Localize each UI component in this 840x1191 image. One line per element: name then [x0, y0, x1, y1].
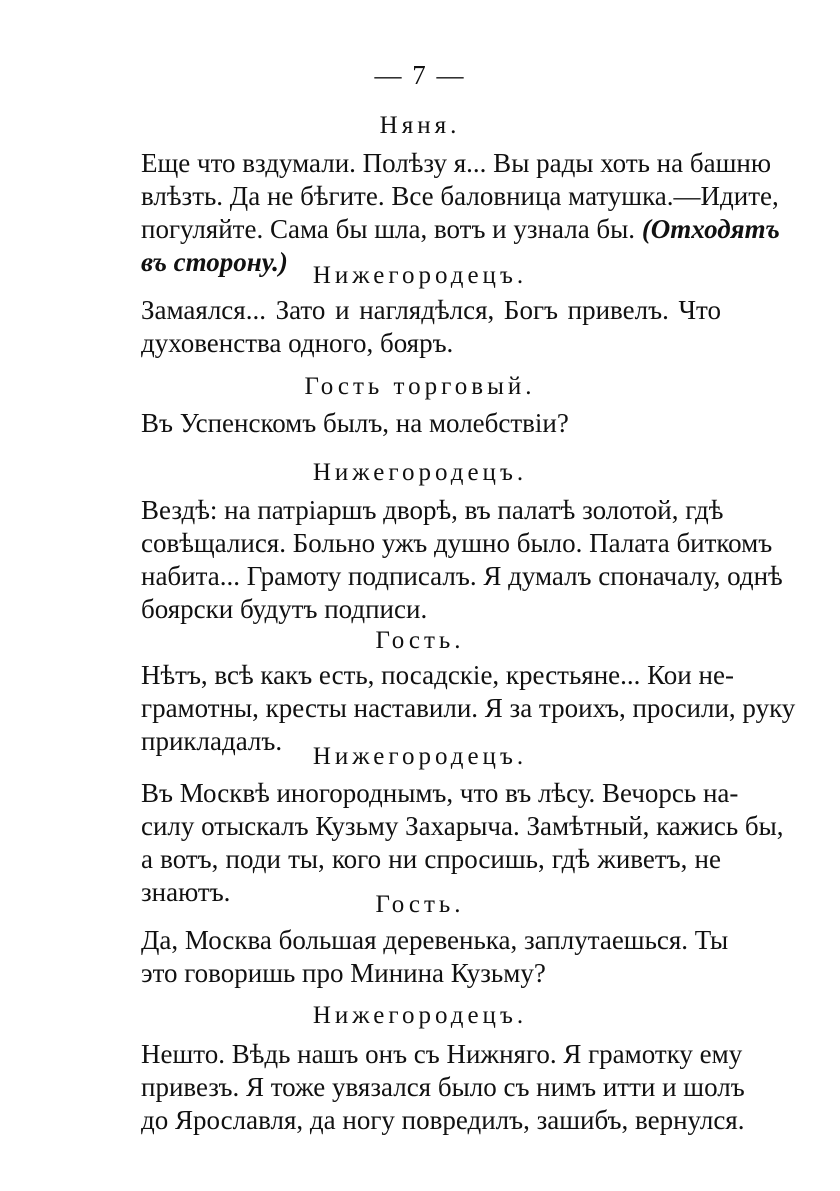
speaker-name: Нижегородецъ. — [312, 459, 528, 486]
text-line: Нѣтъ, всѣ какъ есть, посадскіе, крестьяне... Кои не- — [141, 660, 734, 690]
speaker-name: Нижегородецъ. — [312, 1002, 528, 1029]
text-line: боярски будутъ подписи. — [141, 594, 428, 624]
text-line: а вотъ, поди ты, кого ни спросишь, гдѣ живетъ, не — [141, 844, 721, 874]
text-line: набита... Грамоту подписалъ. Я думалъ споначалу, однѣ — [141, 561, 783, 591]
text-line: Вездѣ: на патріаршъ дворѣ, въ палатѣ золотой, гдѣ — [141, 495, 724, 525]
text-line — [141, 214, 780, 244]
text-line: совѣщалися. Больно ужъ душно было. Палата биткомъ — [141, 528, 773, 558]
speaker-name: Гость. — [375, 891, 465, 918]
text-line: это говоришь про Минина Кузьму? — [141, 958, 546, 988]
text-line: Въ Успенскомъ былъ, на молебствіи? — [141, 408, 569, 438]
text-line: грамотны, кресты наставили. Я за троихъ, просили, руку — [141, 693, 796, 723]
text-line: до Ярославля, да ногу повредилъ, зашибъ, вернулся. — [141, 1105, 745, 1135]
speaker-name: Няня. — [379, 112, 461, 139]
page-number: — 7 — — [374, 60, 466, 90]
text-line: Да, Москва большая деревенька, заплутаешься. Ты — [141, 925, 729, 955]
speaker-name: Гость торговый. — [304, 373, 536, 400]
text-line: духовенства одного, бояръ. — [141, 328, 454, 358]
text-line: знаютъ. — [141, 877, 231, 907]
stage-direction: (Отходятъ — [641, 214, 780, 244]
text-line: Еще что вздумали. Полѣзу я... Вы рады хоть на башню — [141, 148, 771, 178]
text-line: Замаялся... Зато и наглядѣлся, Богъ привелъ. Что — [141, 295, 721, 325]
text-line: влѣзть. Да не бѣгите. Все баловница матушка.—Идите, — [141, 181, 779, 211]
speaker-name: Нижегородецъ. — [312, 743, 528, 770]
speaker-name: Гость. — [375, 627, 465, 654]
text-line: силу отыскалъ Кузьму Захарыча. Замѣтный, кажись бы, — [141, 811, 784, 841]
text-line: прикладалъ. — [141, 726, 283, 756]
text-line: Въ Москвѣ иногороднымъ, что въ лѣсу. Вечорсь на- — [141, 778, 739, 808]
speaker-name: Нижегородецъ. — [312, 262, 528, 289]
text-span: погуляйте. Сама бы шла, вотъ и узнала бы. — [141, 214, 636, 244]
stage-direction-line: въ сторону.) — [141, 247, 288, 277]
text-line: Нешто. Вѣдь нашъ онъ съ Нижняго. Я грамотку ему — [141, 1039, 743, 1069]
text-line: привезъ. Я тоже увязался было съ нимъ итти и шолъ — [141, 1072, 745, 1102]
